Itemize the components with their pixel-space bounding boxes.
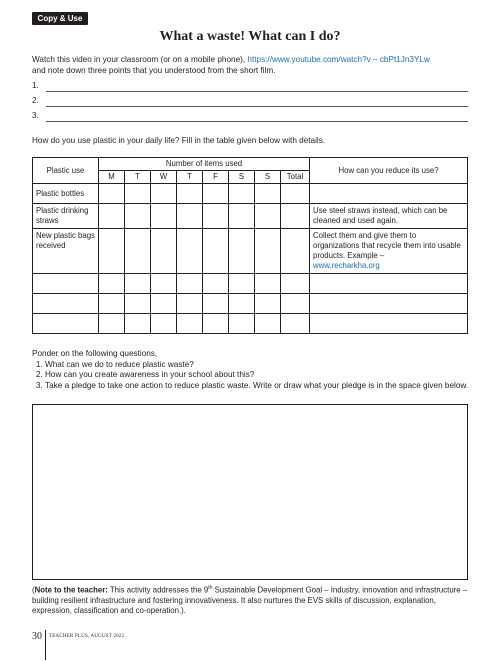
table-cell[interactable]: [229, 204, 255, 229]
day-header: M: [99, 171, 125, 184]
table-cell[interactable]: [151, 229, 177, 274]
table-row: [33, 229, 468, 274]
day-header: T: [125, 171, 151, 184]
table-cell[interactable]: [203, 184, 229, 204]
table-cell[interactable]: [33, 274, 99, 294]
table-cell[interactable]: [151, 204, 177, 229]
table-row: [33, 294, 468, 314]
table-cell[interactable]: [281, 204, 310, 229]
answer-line-2[interactable]: [32, 96, 468, 108]
table-cell[interactable]: [229, 229, 255, 274]
day-header: W: [151, 171, 177, 184]
day-header: S: [255, 171, 281, 184]
header-reduce: How can you reduce its use?: [310, 158, 468, 184]
table-cell[interactable]: [151, 184, 177, 204]
answer-line-1[interactable]: [32, 81, 468, 93]
line-number: 1.: [32, 81, 39, 90]
recharkha-link[interactable]: www.recharkha.org: [313, 261, 380, 270]
note-text: This activity addresses the 9: [107, 585, 209, 595]
note-sup: th: [208, 585, 213, 591]
table-cell[interactable]: [229, 274, 255, 294]
reduce-text: Collect them and give them to organizations that recycle them into usable products. Example –: [313, 231, 461, 260]
table-cell[interactable]: [125, 229, 151, 274]
intro-paragraph: [32, 54, 472, 76]
table-cell[interactable]: [281, 294, 310, 314]
table-cell[interactable]: [255, 314, 281, 334]
row-reduce: Use steel straws instead, which can be cleaned and used again.: [310, 204, 468, 229]
table-cell[interactable]: [203, 314, 229, 334]
table-cell[interactable]: [177, 204, 203, 229]
day-header: F: [203, 171, 229, 184]
table-cell[interactable]: [177, 229, 203, 274]
table-cell[interactable]: [203, 229, 229, 274]
copy-use-badge: Copy & Use: [32, 12, 88, 25]
table-cell[interactable]: [177, 274, 203, 294]
footer-text: TEACHER PLUS, AUGUST 2022: [49, 634, 125, 639]
table-cell[interactable]: [203, 294, 229, 314]
row-use: Plastic bottles: [33, 184, 99, 204]
table-cell[interactable]: [203, 274, 229, 294]
table-cell[interactable]: [281, 314, 310, 334]
table-cell[interactable]: [255, 204, 281, 229]
table-cell[interactable]: [151, 294, 177, 314]
table-cell[interactable]: [255, 184, 281, 204]
table-cell[interactable]: [203, 204, 229, 229]
header-items-used: Number of items used: [99, 158, 310, 171]
table-row: [33, 184, 468, 204]
table-cell[interactable]: [99, 204, 125, 229]
table-cell[interactable]: [99, 229, 125, 274]
teacher-note: (Note to the teacher: This activity addresses the 9th Sustainable Development Goal – Industry, innovation and infrastructure – building resilient infrastructure and fostering innovativeness. It also nurtures the EVS skills of discussion, explanation, expression, classification and co-operation.).: [32, 585, 468, 616]
day-header: S: [229, 171, 255, 184]
table-cell[interactable]: [33, 294, 99, 314]
table-cell[interactable]: [229, 184, 255, 204]
ponder-question-1: 1. What can we do to reduce plastic waste?: [45, 360, 471, 371]
table-row: [33, 204, 468, 229]
table-cell[interactable]: [125, 314, 151, 334]
table-cell[interactable]: [99, 294, 125, 314]
table-prompt: How do you use plastic in your daily life? Fill in the table given below with details.: [32, 136, 326, 145]
table-cell[interactable]: [310, 294, 468, 314]
table-cell[interactable]: [125, 204, 151, 229]
table-cell[interactable]: [255, 294, 281, 314]
table-cell[interactable]: [177, 314, 203, 334]
ponder-question-2: 2. How can you create awareness in your school about this?: [45, 370, 471, 381]
table-cell[interactable]: [229, 294, 255, 314]
header-plastic-use: Plastic use: [33, 158, 99, 184]
row-use: Plastic drinking straws: [33, 204, 99, 229]
table-cell[interactable]: [281, 274, 310, 294]
plastic-use-table: [32, 157, 468, 334]
table-cell[interactable]: [310, 274, 468, 294]
table-cell[interactable]: [151, 274, 177, 294]
intro-text: Watch this video in your classroom (or on a mobile phone),: [32, 55, 248, 64]
intro-text-2: and note down three points that you understood from the short film.: [32, 66, 276, 75]
table-row: [33, 314, 468, 334]
table-cell[interactable]: [281, 229, 310, 274]
page-number: 30: [32, 631, 42, 642]
table-cell[interactable]: [151, 314, 177, 334]
line-number: 2.: [32, 96, 39, 105]
ponder-heading: Ponder on the following questions,: [32, 349, 158, 358]
note-text-2: Sustainable Development Goal – Industry, innovation and infrastructure – building resilient infrastructure and fostering innovativeness. It also nurtures the EVS skills of discussion, explanation, expression, classification and co-operation.: [32, 585, 468, 616]
table-cell[interactable]: [99, 184, 125, 204]
table-cell[interactable]: [177, 184, 203, 204]
answer-line-3[interactable]: [32, 111, 468, 123]
table-cell[interactable]: [281, 184, 310, 204]
day-header: T: [177, 171, 203, 184]
pledge-box[interactable]: [32, 404, 468, 580]
ponder-section: [32, 349, 471, 391]
table-cell[interactable]: [99, 274, 125, 294]
row-use: New plastic bags received: [33, 229, 99, 274]
ponder-list: [32, 360, 471, 392]
video-link[interactable]: https://www.youtube.com/watch?v – cbPt1Jn3YLw: [247, 55, 430, 64]
row-reduce: [310, 229, 468, 274]
page-title: What a waste! What can I do?: [159, 29, 341, 44]
line-number: 3.: [32, 111, 39, 120]
table-cell[interactable]: [177, 294, 203, 314]
table-cell[interactable]: [125, 274, 151, 294]
footer-divider: [45, 630, 46, 660]
table-cell[interactable]: [229, 314, 255, 334]
table-cell[interactable]: [99, 314, 125, 334]
table-cell[interactable]: [255, 229, 281, 274]
table-cell[interactable]: [33, 314, 99, 334]
table-cell[interactable]: [310, 314, 468, 334]
table-row: [33, 274, 468, 294]
note-label: Note to the teacher:: [34, 585, 108, 595]
table-cell[interactable]: [255, 274, 281, 294]
total-header: Total: [281, 171, 310, 184]
table-cell[interactable]: [310, 184, 468, 204]
table-cell[interactable]: [125, 184, 151, 204]
table-cell[interactable]: [125, 294, 151, 314]
ponder-question-3: 3. Take a pledge to take one action to reduce plastic waste. Write or draw what your pledge is in the space given below.: [45, 381, 471, 392]
